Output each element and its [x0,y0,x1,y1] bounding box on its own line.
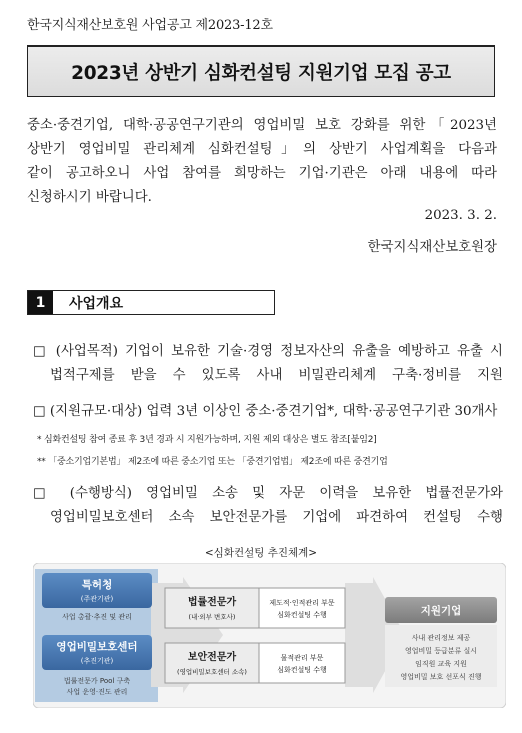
intro-line: 중소·중견기업, 대학·공공연구기관의 영업비밀 보호 강화를 위한「2023년 [27,118,497,133]
item-line: □ (사업목적) 기업이 보유한 기술·경영 정보자산의 유출을 예방하고 유출 시 [33,344,503,359]
org1-sub: (주관기관) [80,595,114,603]
item-line: 법적구제를 받을 수 있도록 사내 비밀관리체계 구축·정비를 지원 [50,368,503,383]
org2-desc2: 사업 운영·진도 관리 [66,688,128,696]
expert2-task1: 물적관리 부문 [280,654,324,662]
target-name: 지원기업 [420,605,462,617]
section-number: 1 [28,291,53,314]
title-banner [27,45,495,97]
target-line: 사내 관리정보 제공 [411,634,471,642]
expert1-task1: 제도적·인적관리 부문 [269,599,335,607]
expert2-sub: (영업비밀보호센터 소속) [177,668,247,676]
target-line: 임직원 교육 지원 [415,660,467,668]
diagram-caption: <심화컨설팅 추진체계> [204,547,318,559]
target-line: 영업비밀 등급분류 실시 [404,647,478,655]
expert2-name: 보안전문가 [187,652,237,663]
item-line: □ (지원규모·대상) 업력 3년 이상인 중소·중견기업*, 대학·공공연구기관 30개사 [33,404,498,419]
page-title: 2023년 상반기 심화컨설팅 지원기업 모집 공고 [71,62,451,84]
footnote: ** 「중소기업기본법」 제2조에 따른 중소기업 또는 「중견기업법」 제2조에 따른 중견기업 [37,457,388,467]
intro-paragraph [27,114,497,210]
org2-desc1: 법률전문가 Pool 구축 [63,677,131,685]
org2-name: 영업비밀보호센터 [56,641,138,653]
intro-line: 신청하시기 바랍니다. [27,190,152,205]
item-line: 영업비밀보호센터 소속 보안전문가를 기업에 파견하여 컨설팅 수행 [50,510,503,525]
item-purpose [33,340,503,388]
expert2-task2: 심화컨설팅 수행 [277,666,327,674]
intro-line: 같이 공고하오니 사업 참여를 희망하는 기업·기관은 아래 내용에 따라 [27,166,497,181]
issuer-name: 한국지식재산보호원장 [367,240,497,255]
org1-desc: 사업 총괄·추진 및 관리 [62,613,132,621]
section-label: 사업개요 [69,295,124,312]
footnote: * 심화컨설팅 참여 종료 후 3년 경과 시 지원가능하며, 지원 제외 대상은 별도 참조[붙임2] [37,435,377,445]
expert1-task2: 심화컨설팅 수행 [277,611,327,619]
section-heading [27,290,275,315]
expert1-name: 법률전문가 [187,597,237,608]
notice-date: 2023. 3. 2. [424,208,497,223]
intro-line: 상반기 영업비밀 관리체계 심화컨설팅」의 상반기 사업계획을 다음과 [27,142,497,157]
target-line: 영업비밀 보호 선포식 진행 [400,673,482,681]
org2-sub: (추진기관) [80,657,114,665]
org1-name: 특허청 [81,579,113,591]
item-scope [33,400,503,424]
expert1-name-cell [165,588,259,628]
item-method [33,482,503,530]
notice-number: 한국지식재산보호원 사업공고 제2023-12호 [27,18,273,33]
item-line: □ (수행방식) 영업비밀 소송 및 자문 이력을 보유한 법률전문가와 [33,486,503,501]
promotion-system-diagram [33,563,506,708]
expert2-name-cell [165,643,259,683]
expert1-sub: (내·외부 변호사) [188,613,236,621]
